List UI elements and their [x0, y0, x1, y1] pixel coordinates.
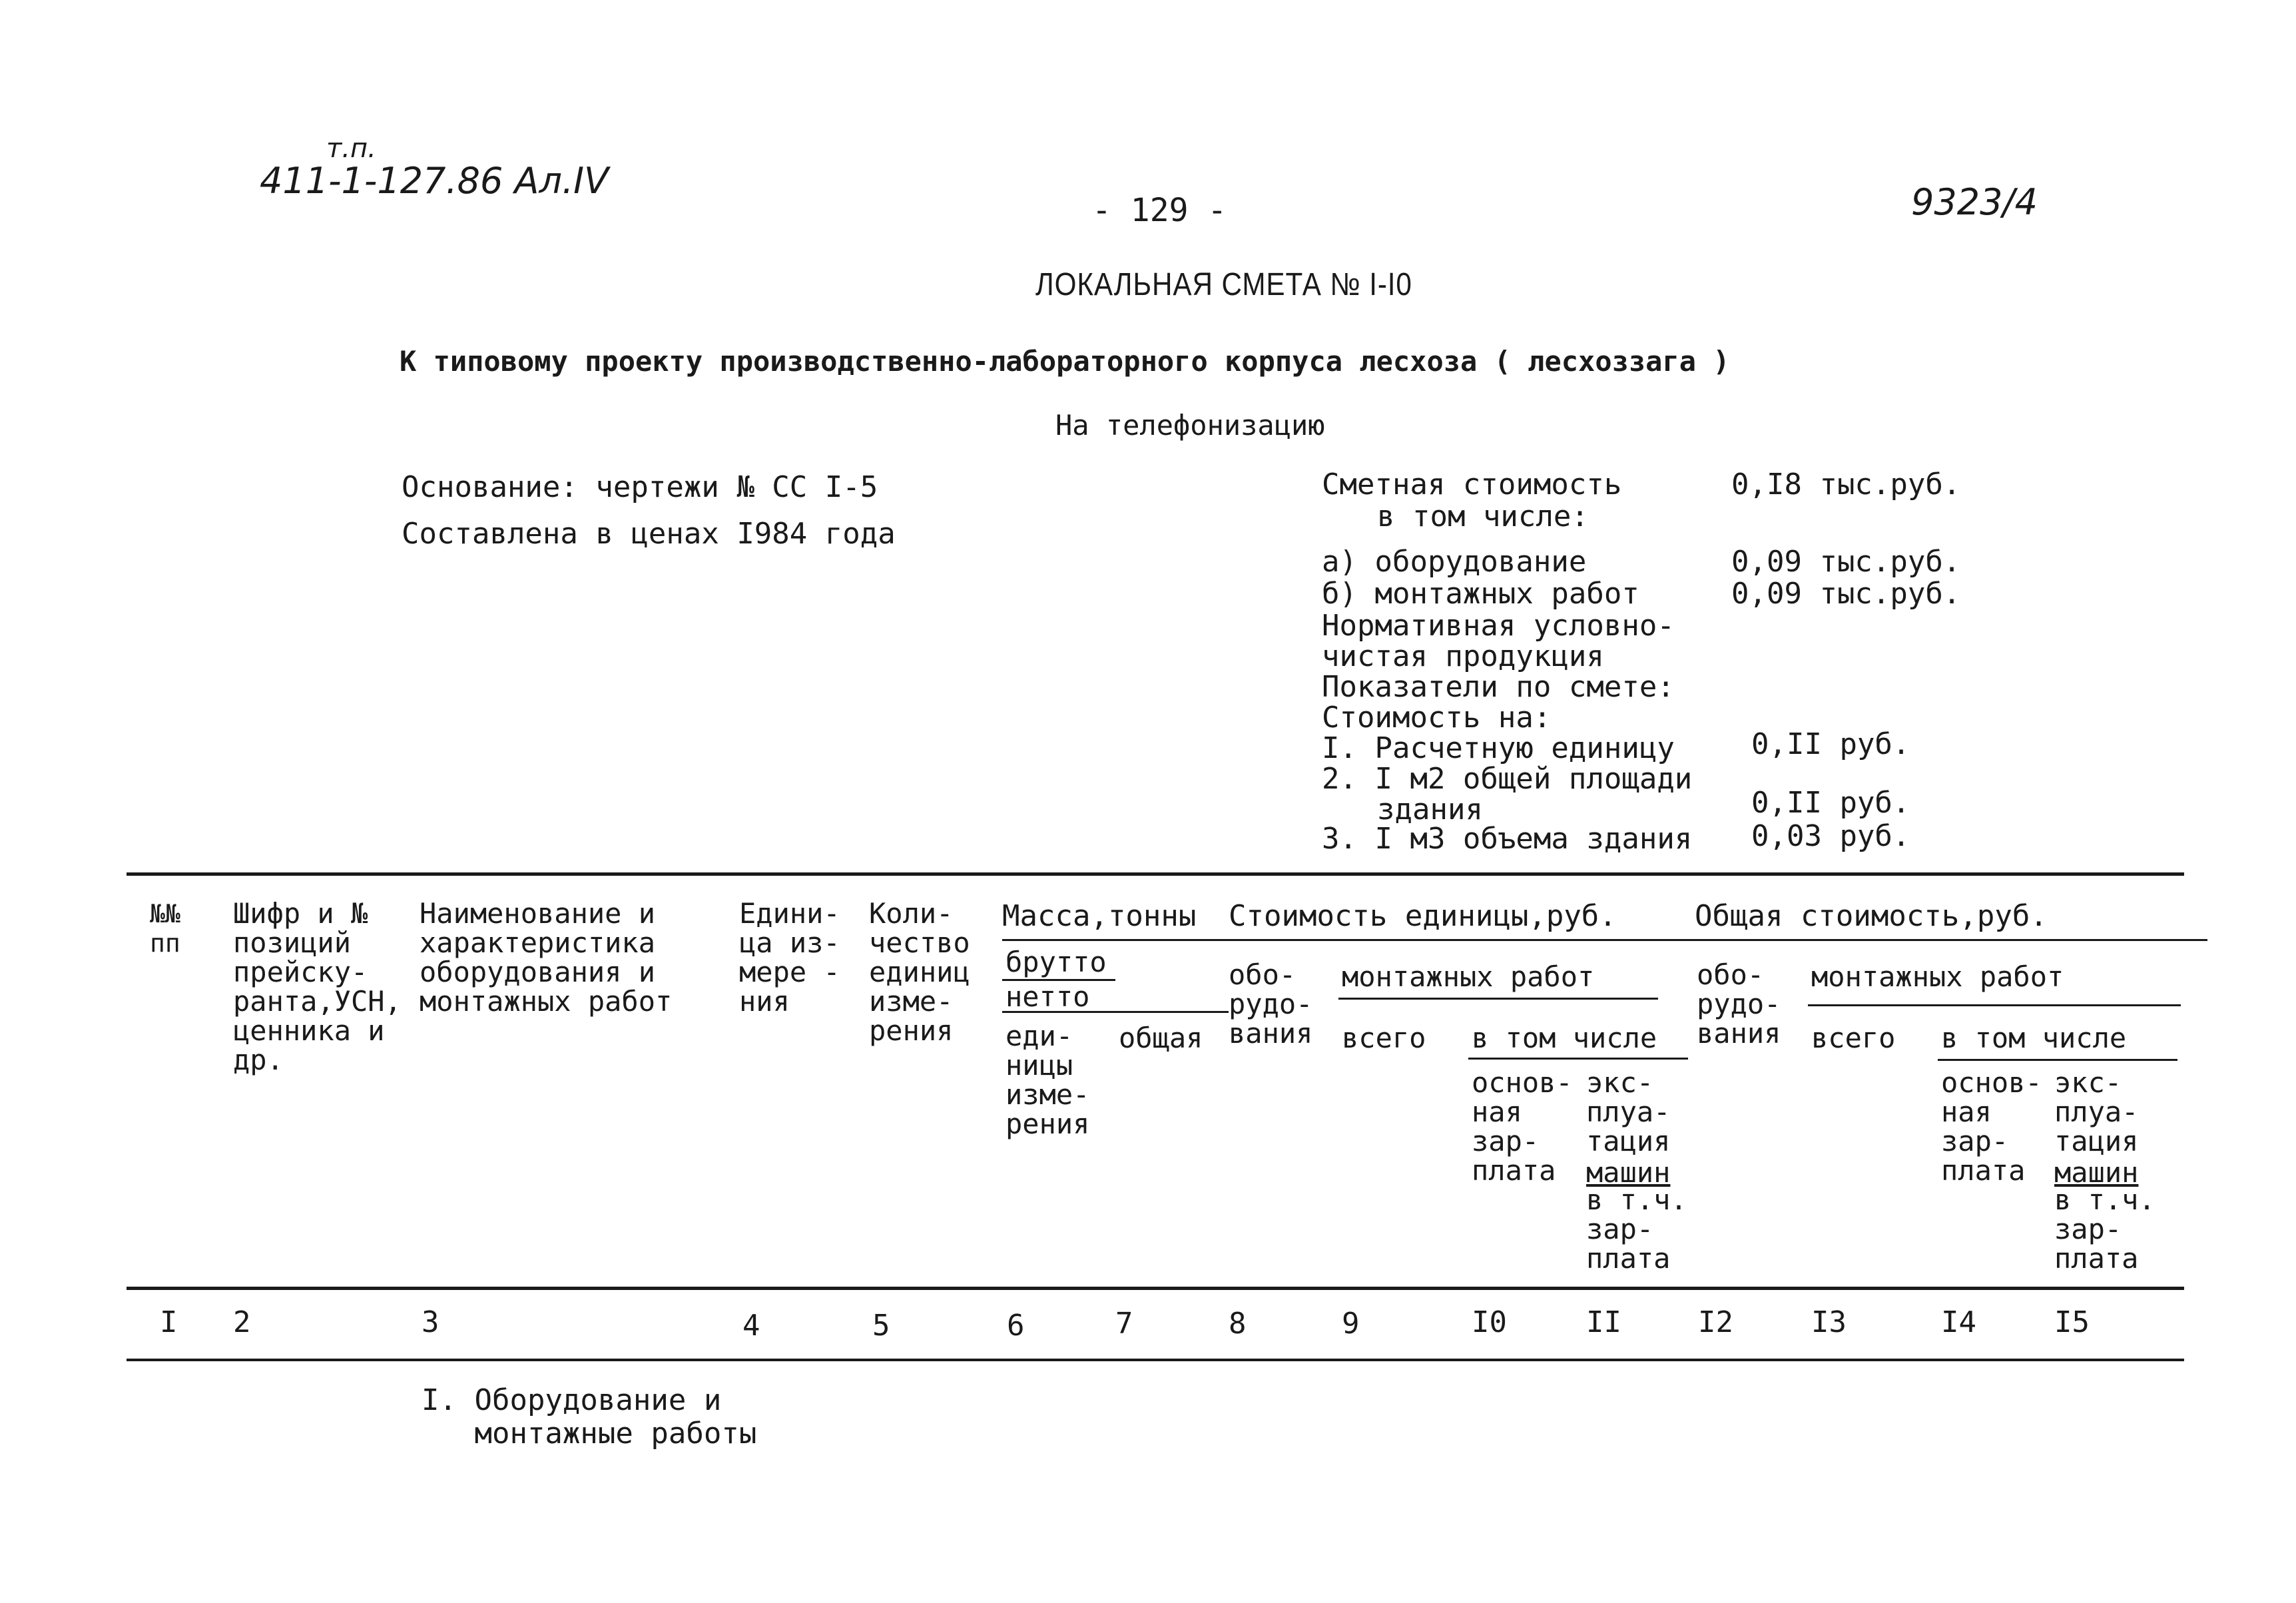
equipment-value: 0,09 тыс.руб.: [1731, 545, 1961, 579]
header-rule-install-2: [1808, 1004, 2181, 1006]
header-machines-salary-2: в т.ч. зар- плата: [2054, 1183, 2155, 1275]
header-bottom-rule: [127, 1287, 2184, 1290]
header-mass: Масса,тонны: [1002, 899, 1197, 933]
estimate-cost-label: Сметная стоимость: [1322, 468, 1622, 501]
header-installation-2: монтажных работ: [1811, 960, 2064, 993]
col-number-8: 8: [1229, 1307, 1247, 1341]
header-name: Наименование и характеристика оборудования и монтажных работ: [420, 897, 673, 1018]
installation-label: б) монтажных работ: [1322, 577, 1639, 611]
header-total: всего: [1342, 1022, 1426, 1054]
equipment-label: а) оборудование: [1322, 545, 1587, 579]
header-machines-2: экс- плуа- тация: [2054, 1066, 2139, 1157]
header-machines-salary: в т.ч. зар- плата: [1586, 1183, 1687, 1275]
col-number-15: I5: [2054, 1305, 2090, 1339]
header-code: Шифр и № позиций прейску- ранта,УСН, ценника и др.: [233, 897, 402, 1076]
header-netto: нетто: [1005, 980, 1090, 1013]
header-rule-incl: [1468, 1058, 1688, 1060]
col-number-7: 7: [1115, 1307, 1133, 1341]
header-brutto: брутто: [1005, 946, 1107, 978]
header-equipment: обо- рудо- вания: [1229, 958, 1313, 1050]
header-unit: Едини- ца из- мере - ния: [739, 897, 840, 1018]
header-total-2: всего: [1811, 1022, 1896, 1054]
page-number: - 129 -: [1092, 192, 1227, 229]
volume-cost-value: 0,03 руб.: [1751, 819, 1910, 853]
header-mass-unit: еди- ницы изме- рения: [1005, 1020, 1090, 1140]
header-rule-install: [1338, 998, 1658, 1000]
price-level: Составлена в ценах I984 года: [402, 517, 896, 551]
header-machines: экс- плуа- тация: [1586, 1066, 1671, 1157]
purpose: На телефонизацию: [1055, 409, 1325, 442]
area-cost-label: 2. I м2 общей площади: [1322, 762, 1693, 796]
normative-line-1: Нормативная условно-: [1322, 609, 1675, 643]
table-top-rule: [127, 872, 2184, 876]
col-number-1: I: [160, 1305, 178, 1339]
area-cost-value: 0,II руб.: [1751, 786, 1910, 820]
header-mass-total: общая: [1119, 1022, 1203, 1054]
project-code: 411-1-127.86 Ал.IV: [260, 160, 609, 202]
header-machines-underlined: машин: [1586, 1156, 1671, 1189]
header-salary: основ- ная зар- плата: [1472, 1066, 1573, 1187]
header-including: в том числе: [1472, 1022, 1657, 1054]
header-rule-mass: [1002, 939, 2207, 941]
document-number: 9323/4: [1911, 181, 2038, 223]
header-rule-incl-2: [1938, 1059, 2177, 1061]
basis: Основание: чертежи № СС I-5: [402, 470, 878, 504]
header-machines-underlined-2: машин: [2054, 1156, 2139, 1189]
col-number-13: I3: [1811, 1305, 1847, 1339]
col-number-10: I0: [1472, 1305, 1507, 1339]
estimate-cost-value: 0,I8 тыс.руб.: [1731, 468, 1961, 501]
document-subtitle: К типовому проекту производственно-лабораторного корпуса лесхоза ( лесхоззага ): [400, 345, 1730, 378]
header-quantity: Коли- чество единиц изме- рения: [869, 897, 970, 1047]
volume-cost-label: 3. I м3 объема здания: [1322, 822, 1693, 856]
col-number-2: 2: [233, 1305, 251, 1339]
indicators-label: Показатели по смете:: [1322, 670, 1675, 704]
col-number-3: 3: [422, 1305, 439, 1339]
col-number-11: II: [1586, 1305, 1621, 1339]
col-number-12: I2: [1698, 1305, 1733, 1339]
unit-cost-value: 0,II руб.: [1751, 727, 1910, 761]
document-title: ЛОКАЛЬНАЯ СМЕТА № I-I0: [1035, 267, 1412, 302]
col-number-5: 5: [872, 1309, 890, 1343]
section-title: I. Оборудование и монтажные работы: [422, 1383, 757, 1450]
cost-on-label: Стоимость на:: [1322, 701, 1552, 735]
header-including-2: в том числе: [1941, 1022, 2127, 1054]
normative-line-2: чистая продукция: [1322, 639, 1604, 673]
header-num: №№ пп: [150, 899, 180, 958]
col-number-6: 6: [1007, 1309, 1025, 1343]
header-salary-2: основ- ная зар- плата: [1941, 1066, 2042, 1187]
including-label: в том числе:: [1377, 499, 1589, 533]
col-number-9: 9: [1342, 1307, 1360, 1341]
numbers-bottom-rule: [127, 1359, 2184, 1361]
header-installation: монтажных работ: [1342, 960, 1595, 993]
header-equipment-2: обо- рудо- вания: [1697, 958, 1781, 1050]
installation-value: 0,09 тыс.руб.: [1731, 577, 1961, 611]
col-number-14: I4: [1941, 1305, 1976, 1339]
tp-label: т.п.: [326, 133, 376, 164]
header-unit-cost: Стоимость единицы,руб.: [1229, 899, 1617, 933]
col-number-4: 4: [742, 1309, 760, 1343]
area-cost-label-2: здания: [1377, 793, 1483, 826]
unit-cost-label: I. Расчетную единицу: [1322, 731, 1675, 765]
header-total-cost: Общая стоимость,руб.: [1695, 899, 2048, 933]
